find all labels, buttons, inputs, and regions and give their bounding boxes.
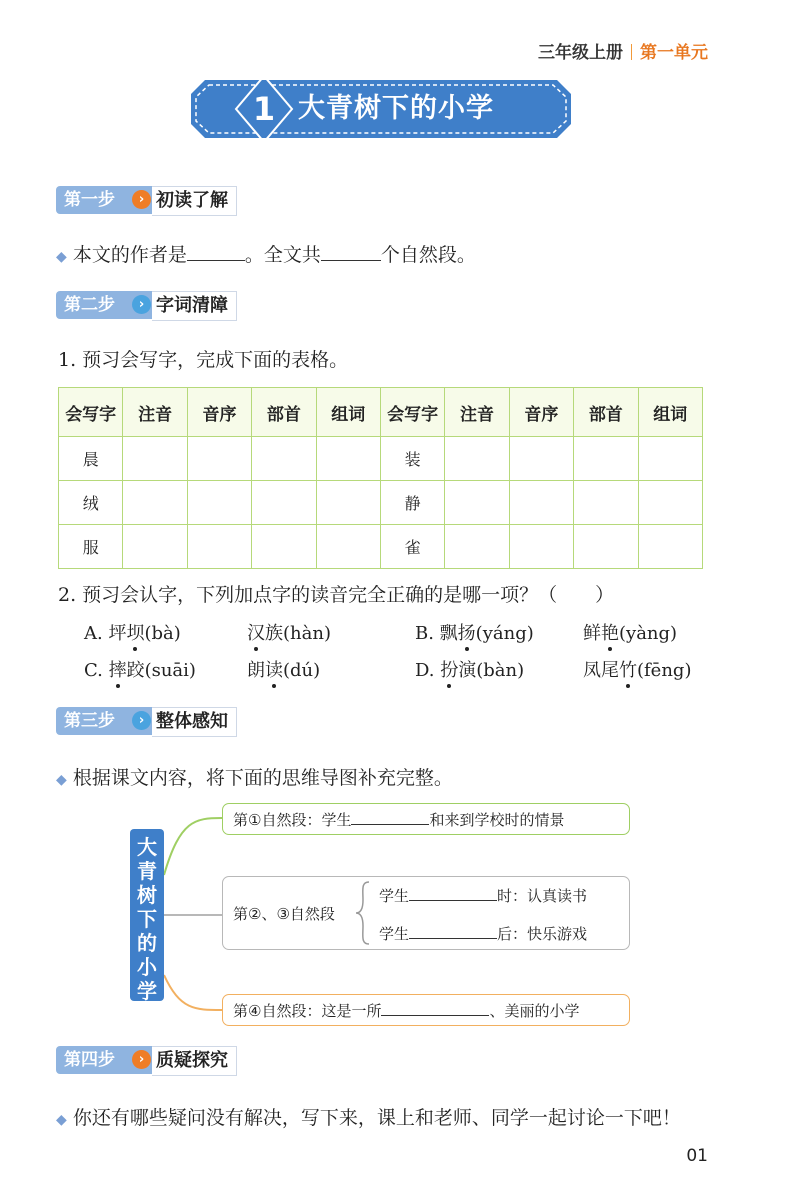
table-row [59,437,703,481]
step-3-heading [56,707,256,735]
paragraph-count-blank[interactable] [321,244,381,261]
table-header: 组词 [316,388,380,437]
table-cell[interactable] [445,481,509,525]
table-cell[interactable] [638,525,702,569]
step-tag: 第二步 [56,291,152,319]
table-header: 会写字 [59,388,123,437]
step-4-heading [56,1046,256,1074]
step-label: 质疑探究 [152,1046,237,1076]
table-cell[interactable] [574,437,638,481]
table-header: 注音 [445,388,509,437]
step-label: 整体感知 [152,707,237,737]
chevron-right-icon: › [132,190,151,209]
step-1-question: ◆ 本文的作者是 。全文共 个自然段。 [56,244,476,266]
table-cell[interactable] [123,525,187,569]
table-header: 注音 [123,388,187,437]
brace-icon [353,880,373,946]
table-cell[interactable] [252,525,316,569]
mindmap-branch-1: 第①自然段：学生 和来到学校时的情景 [222,803,630,835]
table-cell[interactable] [445,525,509,569]
table-header: 部首 [574,388,638,437]
table-header-row [59,388,703,437]
table-cell[interactable] [574,525,638,569]
grade-label: 三年级上册 [538,43,623,63]
mindmap-branch-2 [222,876,630,950]
table-cell[interactable] [252,437,316,481]
table-row [59,481,703,525]
table-cell: 静 [380,481,444,525]
step-2-heading [56,291,256,319]
step-3-instruction: ◆ 根据课文内容，将下面的思维导图补充完整。 [56,767,453,789]
branch-3-blank[interactable] [381,1001,489,1016]
branch-2-label: 第②、③自然段 [233,905,335,923]
diamond-bullet-icon: ◆ [56,1112,67,1128]
branch-2-sub-2: 学生 后：快乐游戏 [379,925,588,943]
lesson-title: 大青树下的小学 [298,93,494,124]
step-label: 字词清障 [152,291,237,321]
table-header: 会写字 [380,388,444,437]
branch-2-blank-2[interactable] [409,924,497,939]
table-cell[interactable] [509,481,573,525]
author-blank[interactable] [187,244,245,261]
step-4-instruction: ◆ 你还有哪些疑问没有解决，写下来，课上和老师、同学一起讨论一下吧！ [56,1107,681,1129]
table-header: 音序 [509,388,573,437]
table-cell[interactable] [187,525,251,569]
option-a-1[interactable]: A. 坪坝(bà) [84,623,181,644]
table-cell: 晨 [59,437,123,481]
table-header: 音序 [187,388,251,437]
option-c-1[interactable]: C. 摔跤(suāi) [84,660,196,681]
table-cell[interactable] [316,437,380,481]
step-tag: 第一步 [56,186,152,214]
option-c-2[interactable]: 朗读(dú) [247,660,321,681]
question-1: 1. 预习会写字，完成下面的表格。 [58,349,349,371]
table-cell: 服 [59,525,123,569]
option-b-1[interactable]: B. 飘扬(yáng) [415,623,534,644]
table-cell[interactable] [509,525,573,569]
step-tag: 第四步 [56,1046,152,1074]
question-2: 2. 预习会认字，下列加点字的读音完全正确的是哪一项？（ ） [58,584,615,606]
table-cell[interactable] [509,437,573,481]
mindmap-root: 大 青 树 下 的 小 学 [130,829,164,1001]
table-row [59,525,703,569]
branch-2-blank-1[interactable] [409,886,497,901]
header-divider [631,44,632,60]
table-cell[interactable] [252,481,316,525]
option-d-2[interactable]: 凤尾竹(fēng) [583,660,692,681]
page-number: 01 [686,1146,708,1166]
diamond-bullet-icon: ◆ [56,772,67,788]
table-cell[interactable] [445,437,509,481]
page-header [538,38,708,63]
table-cell[interactable] [187,437,251,481]
chevron-right-icon: › [132,1050,151,1069]
table-header: 组词 [638,388,702,437]
option-d-1[interactable]: D. 扮演(bàn) [415,660,525,681]
table-cell[interactable] [123,481,187,525]
vocabulary-table [58,387,703,569]
table-header: 部首 [252,388,316,437]
branch-2-sub-1: 学生 时：认真读书 [379,887,588,905]
lesson-number: 1 [252,90,276,128]
option-b-2[interactable]: 鲜艳(yàng) [583,623,678,644]
table-cell[interactable] [316,481,380,525]
table-cell: 绒 [59,481,123,525]
option-a-2[interactable]: 汉族(hàn) [247,623,331,644]
branch-1-blank[interactable] [351,810,429,825]
table-cell[interactable] [316,525,380,569]
table-cell[interactable] [187,481,251,525]
diamond-bullet-icon: ◆ [56,249,67,265]
table-cell: 雀 [380,525,444,569]
step-label: 初读了解 [152,186,237,216]
chevron-right-icon: › [132,295,151,314]
table-cell[interactable] [638,481,702,525]
table-cell[interactable] [574,481,638,525]
step-1-heading [56,186,256,214]
table-cell[interactable] [123,437,187,481]
unit-label: 第一单元 [640,43,708,63]
table-cell[interactable] [638,437,702,481]
mindmap-branch-3: 第④自然段：这是一所 、美丽的小学 [222,994,630,1026]
chevron-right-icon: › [132,711,151,730]
step-tag: 第三步 [56,707,152,735]
table-cell: 装 [380,437,444,481]
